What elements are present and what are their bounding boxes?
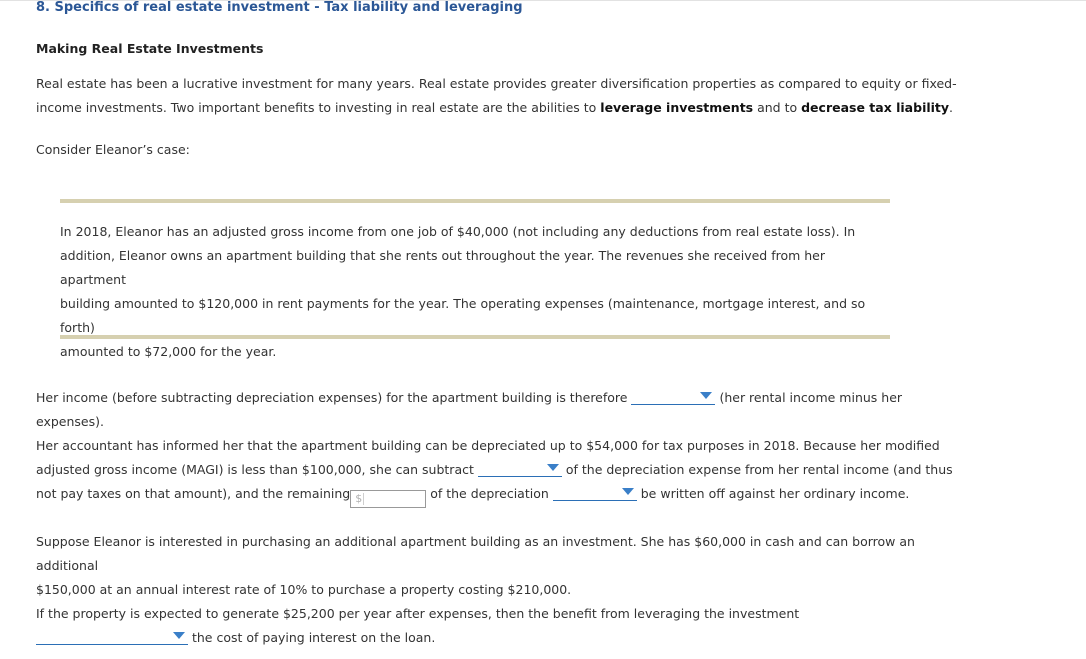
intro-paragraph bbox=[36, 72, 966, 120]
q2-text: of the depreciation expense from her rental income (and thus bbox=[565, 462, 953, 477]
leverage-benefit-dropdown[interactable] bbox=[36, 629, 188, 645]
intro-line-2 bbox=[36, 96, 966, 120]
q3-line-1: Suppose Eleanor is interested in purchasing an additional apartment building as an investment. She has $60,000 in cash and can borrow an additional bbox=[36, 534, 915, 573]
question-2 bbox=[36, 434, 966, 508]
q3-line-2: $150,000 at an annual interest rate of 10% to purchase a property costing $210,000. bbox=[36, 582, 572, 597]
intro-line-1: Real estate has been a lucrative investment for many years. Real estate provides greater diversification properties as compared to equity or fixed- bbox=[36, 76, 957, 91]
question-1 bbox=[36, 386, 966, 434]
input-separator bbox=[363, 493, 364, 505]
q2-line-3 bbox=[36, 482, 966, 508]
question-heading: 8. Specifics of real estate investment - Tax liability and leveraging bbox=[36, 0, 523, 15]
case-line-3: building amounted to $120,000 in rent payments for the year. The operating expenses (maintenance, mortgage interest, and so forth) bbox=[60, 296, 866, 335]
consider-text: Consider Eleanor’s case: bbox=[36, 142, 190, 157]
case-line-2: addition, Eleanor owns an apartment building that she rents out throughout the year. The revenues she received from her apartment bbox=[60, 248, 826, 287]
remaining-depreciation-input[interactable] bbox=[350, 490, 426, 508]
q4-text: the cost of paying interest on the loan. bbox=[191, 630, 436, 645]
question-4 bbox=[36, 602, 966, 650]
case-bottom-rule bbox=[60, 335, 890, 339]
intro-text: and to bbox=[753, 100, 802, 115]
q2-text: not pay taxes on that amount), and the remaining bbox=[36, 486, 351, 501]
q2-line-1: Her accountant has informed her that the apartment building can be depreciated up to $54,000 for tax purposes in 2018. Because her modified bbox=[36, 438, 940, 453]
q2-text: of the depreciation bbox=[430, 486, 549, 501]
chevron-down-icon bbox=[622, 488, 634, 495]
q4-line-1: If the property is expected to generate $25,200 per year after expenses, then the benefit from leveraging the investment bbox=[36, 606, 800, 621]
q2-text: be written off against her ordinary income. bbox=[640, 486, 910, 501]
income-dropdown[interactable] bbox=[631, 389, 715, 405]
depreciation-subtract-dropdown[interactable] bbox=[478, 461, 562, 477]
write-off-dropdown[interactable] bbox=[553, 485, 637, 501]
q2-text: adjusted gross income (MAGI) is less than $100,000, she can subtract bbox=[36, 462, 474, 477]
case-line-4: amounted to $72,000 for the year. bbox=[60, 344, 277, 359]
case-top-rule bbox=[60, 199, 890, 203]
question-3 bbox=[36, 530, 966, 602]
case-box-text bbox=[60, 220, 890, 364]
chevron-down-icon bbox=[700, 392, 712, 399]
q2-line-2 bbox=[36, 458, 966, 482]
section-subheading: Making Real Estate Investments bbox=[36, 41, 264, 56]
bold-tax: decrease tax liability bbox=[801, 100, 950, 115]
bold-leverage: leverage investments bbox=[600, 100, 754, 115]
case-line-1: In 2018, Eleanor has an adjusted gross income from one job of $40,000 (not including any deductions from real estate loss). In bbox=[60, 224, 856, 239]
dollar-prefix: $ bbox=[355, 492, 363, 505]
chevron-down-icon bbox=[173, 632, 185, 639]
intro-text: . bbox=[949, 100, 954, 115]
q1-text: Her income (before subtracting depreciation expenses) for the apartment building is therefore bbox=[36, 390, 628, 405]
chevron-down-icon bbox=[547, 464, 559, 471]
q1-text-after: (her rental income minus her expenses). bbox=[36, 390, 903, 429]
q4-line-2 bbox=[36, 626, 966, 650]
intro-text: income investments. Two important benefits to investing in real estate are the abilities to bbox=[36, 100, 601, 115]
